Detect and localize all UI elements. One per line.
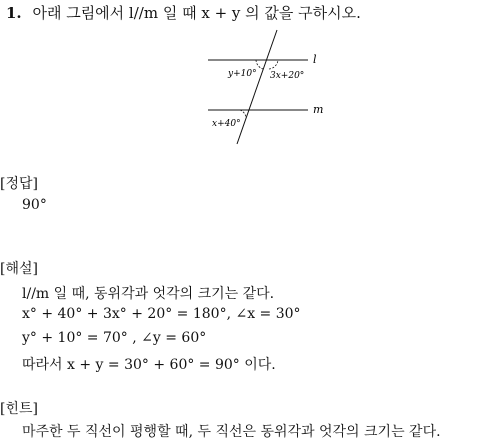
question-line [6,2,361,23]
explanation-header: [해설] [0,261,38,277]
angle-arc-top-left [256,60,263,69]
angle-arc-top-right [269,60,278,69]
explanation-line-3: y° + 10° = 70° , ∠y = 60° [22,330,207,346]
angle-label-top-left: y+10° [228,69,257,79]
question-text: 아래 그림에서 l//m 일 때 x + y 의 값을 구하시오. [32,4,361,22]
explanation-line-4: 따라서 x + y = 30° + 60° = 90° 이다. [22,357,276,373]
transversal-line [237,30,277,144]
label-m: m [313,103,324,116]
parallel-lines-figure [200,28,340,148]
explanation-line-2: x° + 40° + 3x° + 20° = 180°, ∠x = 30° [22,306,301,322]
angle-arc-bottom-left [240,110,246,118]
angle-label-top-right: 3x+20° [270,71,305,81]
explanation-line-1: l//m 일 때, 동위각과 엇각의 크기는 같다. [22,286,275,302]
answer-header: [정답] [0,176,38,192]
answer-value: 90° [22,197,47,213]
hint-text: 마주한 두 직선이 평행할 때, 두 직선은 동위각과 엇각의 크기는 같다. [22,424,441,440]
hint-header: [힌트] [0,401,38,417]
angle-label-bottom-left: x+40° [212,119,241,129]
label-l: l [313,53,317,66]
question-number: 1. [6,4,22,22]
